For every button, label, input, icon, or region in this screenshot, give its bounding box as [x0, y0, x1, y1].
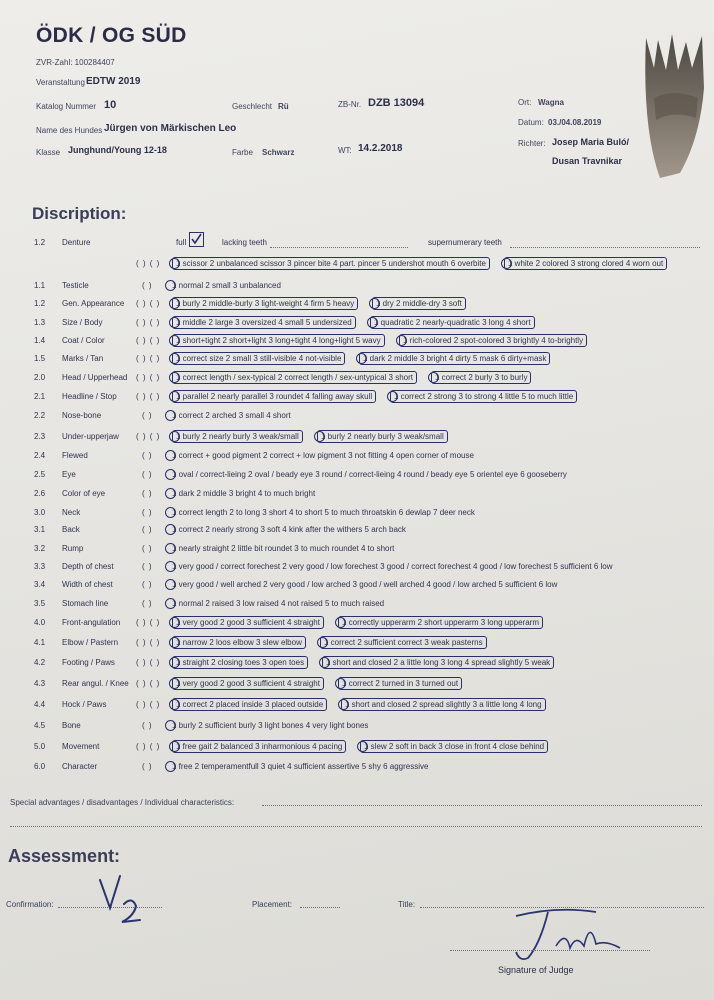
- row-number: 1.3: [34, 318, 46, 327]
- description-row: [0, 430, 714, 444]
- place-value: Wagna: [538, 98, 564, 107]
- row-option-group-b[interactable]: 1 white 2 colored 3 strong clored 4 worn out: [504, 257, 667, 270]
- description-row: [0, 719, 714, 733]
- row-option-group-a[interactable]: 1 correct size 2 small 3 still-visible 4 not-visible: [172, 352, 345, 365]
- selection-circle-icon: [169, 391, 180, 402]
- row-label: Gen. Appearance: [62, 299, 125, 308]
- date-value: 03./04.08.2019: [548, 118, 602, 127]
- description-row: [0, 740, 714, 754]
- row-option-group-b[interactable]: 1 short and closed 2 a little long 3 long 4 spread slightly 5 weak: [322, 656, 554, 669]
- selection-circle-icon: [369, 298, 380, 309]
- dentition-row: [0, 236, 714, 250]
- selection-circle-icon: [357, 741, 368, 752]
- special-line-2: [10, 826, 702, 827]
- row-checkbox-brackets[interactable]: ( ): [142, 544, 153, 553]
- row-label: Headline / Stop: [62, 392, 117, 401]
- selection-circle-icon: [165, 450, 176, 461]
- dentition-lacking: lacking teeth: [222, 238, 267, 247]
- selection-circle-icon: [501, 258, 512, 269]
- row-label: Rump: [62, 544, 84, 553]
- description-row: [0, 316, 714, 330]
- row-number: 1.1: [34, 281, 46, 290]
- signature-line: [450, 950, 650, 951]
- row-option-group-a[interactable]: 1 straight 2 closing toes 3 open toes: [172, 656, 308, 669]
- row-option-group-a[interactable]: 1 scissor 2 unbalanced scissor 3 pincer bite 4 part. pincer 5 undershot mouth 6 overbite: [172, 257, 490, 270]
- selection-circle-icon: [169, 335, 180, 346]
- row-label: Stomach line: [62, 599, 109, 608]
- description-row: [0, 506, 714, 520]
- catalog-value: 10: [104, 99, 117, 111]
- wt-value: 14.2.2018: [358, 143, 403, 154]
- description-row: [0, 390, 714, 404]
- gender-label: Geschlecht: [232, 102, 273, 111]
- row-number: 4.1: [34, 638, 46, 647]
- row-option-group-a[interactable]: 1 very good 2 good 3 sufficient 4 straight: [172, 616, 324, 629]
- confirmation-value: [100, 876, 129, 904]
- row-option-group-a[interactable]: 1 correct 2 placed inside 3 placed outside: [172, 698, 327, 711]
- placement-label: Placement:: [252, 900, 293, 909]
- row-label: Eye: [62, 470, 76, 479]
- selection-circle-icon: [169, 657, 180, 668]
- special-label: Special advantages / disadvantages / Individual characteristics:: [10, 798, 235, 807]
- row-number: 4.0: [34, 618, 46, 627]
- row-checkbox-brackets[interactable]: ( ): [142, 599, 153, 608]
- row-label: Front-angulation: [62, 618, 121, 627]
- row-label: Movement: [62, 742, 100, 751]
- row-checkbox-brackets[interactable]: ( ) ( ): [136, 618, 161, 627]
- row-checkbox-brackets[interactable]: ( ): [142, 762, 153, 771]
- description-title: Discription:: [32, 204, 127, 223]
- full-checkbox[interactable]: [189, 232, 204, 247]
- class-label: Klasse: [36, 148, 61, 157]
- row-checkbox-brackets[interactable]: ( ) ( ): [136, 336, 161, 345]
- lacking-teeth-line: [270, 247, 408, 248]
- date-label: Datum:: [518, 118, 544, 127]
- selection-circle-icon: [165, 469, 176, 480]
- row-label: Rear angul. / Knee: [62, 679, 129, 688]
- description-row: [0, 468, 714, 482]
- row-option-group-a[interactable]: 1 free 2 temperamentfull 3 quiet 4 sufficient assertive 5 shy 6 aggressive: [172, 762, 429, 771]
- description-row: [0, 656, 714, 670]
- row-option-group-a[interactable]: 1 middle 2 large 3 oversized 4 small 5 undersized: [172, 316, 356, 329]
- row-label: Coat / Color: [62, 336, 105, 345]
- selection-circle-icon: [169, 699, 180, 710]
- judge-value-1: Josep Maria Buló/: [552, 137, 630, 147]
- row-option-group-a[interactable]: 1 parallel 2 nearly parallel 3 roundet 4 falling away skull: [172, 390, 376, 403]
- row-option-group-b[interactable]: 1 correct 2 turned in 3 turned out: [338, 677, 462, 690]
- title-label: Title:: [398, 900, 416, 909]
- crown-logo-icon: [640, 28, 710, 178]
- row-option-group-b[interactable]: 1 short and closed 2 spread slightly 3 a little long 4 long: [341, 698, 546, 711]
- selection-circle-icon: [165, 410, 176, 421]
- row-number: 4.2: [34, 658, 46, 667]
- row-label: Width of chest: [62, 580, 113, 589]
- zb-label: ZB-Nr.: [338, 100, 362, 109]
- place-label: Ort:: [518, 98, 532, 107]
- row-label: Head / Upperhead: [62, 373, 128, 382]
- row-label: Back: [62, 525, 80, 534]
- description-row: [0, 616, 714, 630]
- selection-circle-icon: [428, 372, 439, 383]
- row-number: 2.2: [34, 411, 46, 420]
- row-option-group-a[interactable]: 1 free gait 2 balanced 3 inharmonious 4 pacing: [172, 740, 346, 753]
- row-label: Depth of chest: [62, 562, 114, 571]
- color-label: Farbe: [232, 148, 253, 157]
- row-checkbox-brackets[interactable]: ( ) ( ): [136, 354, 161, 363]
- row-number: 2.3: [34, 432, 46, 441]
- dogname-value: Jürgen von Märkischen Leo: [104, 123, 237, 134]
- row-label: Footing / Paws: [62, 658, 115, 667]
- selection-circle-icon: [169, 372, 180, 383]
- selection-circle-icon: [165, 543, 176, 554]
- selection-circle-icon: [338, 699, 349, 710]
- selection-circle-icon: [165, 507, 176, 518]
- description-row: [0, 677, 714, 691]
- row-number: 6.0: [34, 762, 46, 771]
- signature-label: Signature of Judge: [498, 965, 574, 975]
- event-label: Veranstaltung: [36, 78, 85, 87]
- row-number: 2.6: [34, 489, 46, 498]
- row-number: 3.3: [34, 562, 46, 571]
- description-row: [0, 636, 714, 650]
- row-label: Color of eye: [62, 489, 106, 498]
- row-checkbox-brackets[interactable]: ( ) ( ): [136, 432, 161, 441]
- row-option-group-b[interactable]: 1 correct 2 strong 3 to strong 4 little 5 to much little: [390, 390, 577, 403]
- row-number: 2.0: [34, 373, 46, 382]
- row-checkbox-brackets[interactable]: ( ) ( ): [136, 658, 161, 667]
- row-option-group-a[interactable]: 1 normal 2 small 3 unbalanced: [172, 281, 281, 290]
- selection-circle-icon: [356, 353, 367, 364]
- row-label: Character: [62, 762, 98, 771]
- zb-value: DZB 13094: [368, 97, 425, 109]
- row-number: 3.5: [34, 599, 46, 608]
- row-number: 3.1: [34, 525, 46, 534]
- zvr-number: ZVR-Zahl: 100284407: [36, 58, 115, 67]
- row-option-group-a[interactable]: 1 correct + good pigment 2 correct + low pigment 3 not fitting 4 open corner of mouse: [172, 451, 474, 460]
- description-row: [0, 409, 714, 423]
- row-option-group-a[interactable]: 1 oval / correct-lieing 2 oval / beady eye 3 round / correct-lieing 4 round / beady eye 5 orientel eye 6 gooseberry: [172, 470, 567, 479]
- row-number: 4.4: [34, 700, 46, 709]
- row-label: Nose-bone: [62, 411, 102, 420]
- description-row: [0, 449, 714, 463]
- row-option-group-b[interactable]: 1 correct 2 burly 3 to burly: [431, 371, 531, 384]
- selection-circle-icon: [367, 317, 378, 328]
- row-checkbox-brackets[interactable]: ( ) ( ): [136, 638, 161, 647]
- selection-circle-icon: [319, 657, 330, 668]
- assessment-title: Assessment:: [8, 846, 121, 866]
- row-option-group-a[interactable]: 1 normal 2 raised 3 low raised 4 not raised 5 to much raised: [172, 599, 385, 608]
- selection-circle-icon: [169, 617, 180, 628]
- row-checkbox-brackets[interactable]: ( ): [142, 489, 153, 498]
- dogname-label: Name des Hundes: [36, 126, 103, 135]
- description-row: [0, 698, 714, 712]
- description-row: [0, 352, 714, 366]
- selection-circle-icon: [169, 353, 180, 364]
- row-label: Size / Body: [62, 318, 103, 327]
- row-number: 4.5: [34, 721, 46, 730]
- selection-circle-icon: [165, 720, 176, 731]
- selection-circle-icon: [169, 637, 180, 648]
- row-checkbox-brackets[interactable]: ( ): [142, 451, 153, 460]
- row-checkbox-brackets[interactable]: ( ) ( ): [136, 392, 161, 401]
- confirmation-label: Confirmation:: [6, 900, 54, 909]
- selection-circle-icon: [169, 258, 180, 269]
- row-option-group-a[interactable]: 1 very good / correct forechest 2 very good / low forechest 3 good / correct forechest 4 good / low forechest 5 sufficient 6 low: [172, 562, 613, 571]
- dentition-label: Denture: [62, 238, 91, 247]
- row-number: 2.1: [34, 392, 46, 401]
- row-option-group-a[interactable]: 1 correct 2 arched 3 small 4 short: [172, 411, 291, 420]
- row-option-group-b[interactable]: 1 rich-colored 2 spot-colored 3 brightly 4 to-brightly: [399, 334, 587, 347]
- row-checkbox-brackets[interactable]: ( ): [142, 470, 153, 479]
- color-value: Schwarz: [262, 148, 295, 157]
- description-row: [0, 578, 714, 592]
- description-row: [0, 297, 714, 311]
- description-row: [0, 487, 714, 501]
- description-row: [0, 371, 714, 385]
- dentition-super: supernumerary teeth: [428, 238, 502, 247]
- row-option-group-b[interactable]: 1 quadratic 2 nearly-quadratic 3 long 4 short: [370, 316, 535, 329]
- class-value: Junghund/Young 12-18: [68, 145, 167, 155]
- judge-value-2: Dusan Travnikar: [552, 156, 623, 166]
- selection-circle-icon: [396, 335, 407, 346]
- row-number: 2.5: [34, 470, 46, 479]
- row-option-group-b[interactable]: 1 correctly upperarm 2 short upperarm 3 long upperarm: [338, 616, 543, 629]
- row-option-group-a[interactable]: 1 correct length / sex-typical 2 correct length / sex-untypical 3 short: [172, 371, 417, 384]
- row-option-group-a[interactable]: 1 nearly straight 2 little bit roundet 3 to much roundet 4 to short: [172, 544, 395, 553]
- dentition-number: 1.2: [34, 238, 46, 247]
- row-checkbox-brackets[interactable]: ( ): [142, 281, 153, 290]
- selection-circle-icon: [165, 598, 176, 609]
- row-option-group-a[interactable]: 1 dark 2 middle 3 bright 4 to much bright: [172, 489, 316, 498]
- row-checkbox-brackets[interactable]: ( ): [142, 508, 153, 517]
- row-label: Hock / Paws: [62, 700, 107, 709]
- supernumerary-teeth-line: [510, 247, 700, 248]
- event-value: EDTW 2019: [86, 76, 141, 87]
- row-option-group-a[interactable]: 1 correct length 2 to long 3 short 4 to short 5 to much throatskin 6 dewlap 7 deer neck: [172, 508, 475, 517]
- row-checkbox-brackets[interactable]: ( ) ( ): [136, 742, 161, 751]
- row-option-group-a[interactable]: 1 very good 2 good 3 sufficient 4 straight: [172, 677, 324, 690]
- description-row: [0, 597, 714, 611]
- row-number: 3.0: [34, 508, 46, 517]
- row-checkbox-brackets[interactable]: ( ): [142, 562, 153, 571]
- gender-value: Rü: [278, 102, 289, 111]
- row-checkbox-brackets[interactable]: ( ): [142, 580, 153, 589]
- selection-circle-icon: [314, 431, 325, 442]
- row-option-group-a[interactable]: 1 burly 2 sufficient burly 3 light bones 4 very light bones: [172, 721, 369, 730]
- row-option-group-a[interactable]: 1 short+tight 2 short+light 3 long+tight 4 long+light 5 wavy: [172, 334, 385, 347]
- row-option-group-b[interactable]: 1 dark 2 middle 3 bright 4 dirty 5 mask 6 dirty+mask: [359, 352, 550, 365]
- description-row: [0, 279, 714, 293]
- row-option-group-b[interactable]: 1 correct 2 sufficient correct 3 weak pasterns: [320, 636, 487, 649]
- selection-circle-icon: [165, 761, 176, 772]
- wt-label: WT:: [338, 146, 352, 155]
- row-option-group-a[interactable]: 1 burly 2 nearly burly 3 weak/small: [172, 430, 303, 443]
- check-mark-icon: [190, 233, 203, 246]
- special-line-1: [262, 805, 702, 806]
- selection-circle-icon: [165, 524, 176, 535]
- selection-circle-icon: [387, 391, 398, 402]
- row-option-group-a[interactable]: 1 narrow 2 loos elbow 3 slew elbow: [172, 636, 306, 649]
- selection-circle-icon: [165, 561, 176, 572]
- row-checkbox-brackets[interactable]: ( ) ( ): [136, 318, 161, 327]
- row-checkbox-brackets[interactable]: ( ) ( ): [136, 299, 161, 308]
- row-option-group-a[interactable]: 1 burly 2 middle-burly 3 light-weight 4 firm 5 heavy: [172, 297, 358, 310]
- row-checkbox-brackets[interactable]: ( ) ( ): [136, 679, 161, 688]
- row-checkbox-brackets[interactable]: ( ) ( ): [136, 373, 161, 382]
- selection-circle-icon: [165, 280, 176, 291]
- row-label: Elbow / Pastern: [62, 638, 119, 647]
- row-number: 1.4: [34, 336, 46, 345]
- description-row: [0, 334, 714, 348]
- row-number: 3.4: [34, 580, 46, 589]
- row-label: Flewed: [62, 451, 88, 460]
- description-row: [0, 542, 714, 556]
- row-number: 1.2: [34, 299, 46, 308]
- row-number: 3.2: [34, 544, 46, 553]
- selection-circle-icon: [335, 617, 346, 628]
- row-number: 2.4: [34, 451, 46, 460]
- row-number: 4.3: [34, 679, 46, 688]
- description-row: [0, 257, 714, 271]
- row-label: Bone: [62, 721, 81, 730]
- row-number: 1.5: [34, 354, 46, 363]
- dentition-full: full: [176, 238, 187, 247]
- judge-signature-icon: [486, 900, 646, 966]
- judge-label: Richter:: [518, 139, 546, 148]
- row-checkbox-brackets[interactable]: ( ): [142, 525, 153, 534]
- row-checkbox-brackets[interactable]: ( ): [142, 411, 153, 420]
- selection-circle-icon: [165, 488, 176, 499]
- description-row: [0, 760, 714, 774]
- row-checkbox-brackets[interactable]: ( ) ( ): [136, 700, 161, 709]
- selection-circle-icon: [169, 431, 180, 442]
- row-label: Neck: [62, 508, 81, 517]
- club-title: ÖDK / OG SÜD: [36, 24, 187, 47]
- row-option-group-b[interactable]: 1 slew 2 soft in back 3 close in front 4 close behind: [360, 740, 548, 753]
- selection-circle-icon: [165, 579, 176, 590]
- selection-circle-icon: [169, 298, 180, 309]
- row-checkbox-brackets[interactable]: ( ): [142, 721, 153, 730]
- selection-circle-icon: [169, 678, 180, 689]
- row-option-group-b[interactable]: 1 burly 2 nearly burly 3 weak/small: [317, 430, 448, 443]
- selection-circle-icon: [169, 741, 180, 752]
- selection-circle-icon: [169, 317, 180, 328]
- row-option-group-b[interactable]: 1 dry 2 middle-dry 3 soft: [372, 297, 466, 310]
- selection-circle-icon: [335, 678, 346, 689]
- row-option-group-a[interactable]: 1 correct 2 nearly strong 3 soft 4 kink after the withers 5 arch back: [172, 525, 406, 534]
- catalog-label: Katalog Nummer: [36, 102, 97, 111]
- placement-line: [300, 907, 340, 908]
- description-row: [0, 560, 714, 574]
- row-label: Under-upperjaw: [62, 432, 119, 441]
- row-label: Testicle: [62, 281, 89, 290]
- selection-circle-icon: [317, 637, 328, 648]
- row-checkbox-brackets[interactable]: ( ) ( ): [136, 259, 161, 268]
- row-option-group-a[interactable]: 1 very good / well arched 2 very good / low arched 3 good / well arched 4 good / low arched 5 sufficient 6 low: [172, 580, 558, 589]
- row-number: 5.0: [34, 742, 46, 751]
- description-row: [0, 523, 714, 537]
- row-label: Marks / Tan: [62, 354, 104, 363]
